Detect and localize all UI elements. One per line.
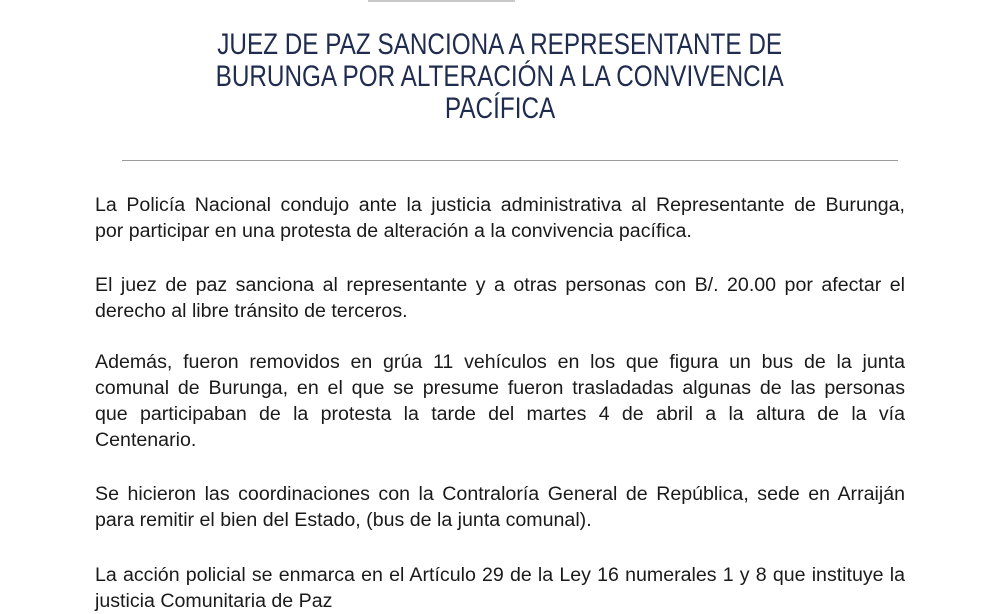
paragraph-3-line-2: comunal de Burunga, en el que se presume fueron trasladadas algunas de las personas [95,377,905,399]
paragraph-1 [95,192,905,244]
paragraph-4-line-2: para remitir el bien del Estado, (bus de la junta comunal). [95,509,592,531]
paragraph-2-line-2: derecho al libre tránsito de terceros. [95,300,408,322]
paragraph-4 [95,481,905,533]
paragraph-3 [95,349,905,453]
paragraph-5 [95,562,905,612]
headline-line-2-row [0,61,1000,93]
paragraph-4-line-1: Se hicieron las coordinaciones con la Contraloría General de República, sede en Arraiján [95,483,905,505]
headline-line-2: BURUNGA POR ALTERACIÓN A LA CONVIVENCIA [215,60,785,93]
paragraph-3-line-4: Centenario. [95,429,197,451]
paragraph-5-line-2: justicia Comunitaria de Paz [95,590,333,612]
paragraph-3-line-1: Además, fueron removidos en grúa 11 vehículos en los que figura un bus de la junta [95,351,905,373]
paragraph-2-line-1: El juez de paz sanciona al representante y a otras personas con B/. 20.00 por afectar el [95,274,905,296]
paragraph-5-line-1: La acción policial se enmarca en el Artículo 29 de la Ley 16 numerales 1 y 8 que instituye la [95,564,905,586]
headline-line-1-row [0,29,1000,61]
paragraph-1-line-2: por participar en una protesta de alteración a la convivencia pacífica. [95,220,692,242]
headline-line-3: PACÍFICA [444,92,556,125]
headline-line-3-row [0,93,1000,125]
paragraph-1-line-1: La Policía Nacional condujo ante la justicia administrativa al Representante de Burunga, [95,194,905,216]
top-rule-fragment [368,0,515,2]
separator-rule [122,160,898,161]
paragraph-2 [95,272,905,324]
headline-line-1: JUEZ DE PAZ SANCIONA A REPRESENTANTE DE [217,28,783,61]
paragraph-3-line-3: que participaban de la protesta la tarde del martes 4 de abril a la altura de la vía [95,403,905,425]
